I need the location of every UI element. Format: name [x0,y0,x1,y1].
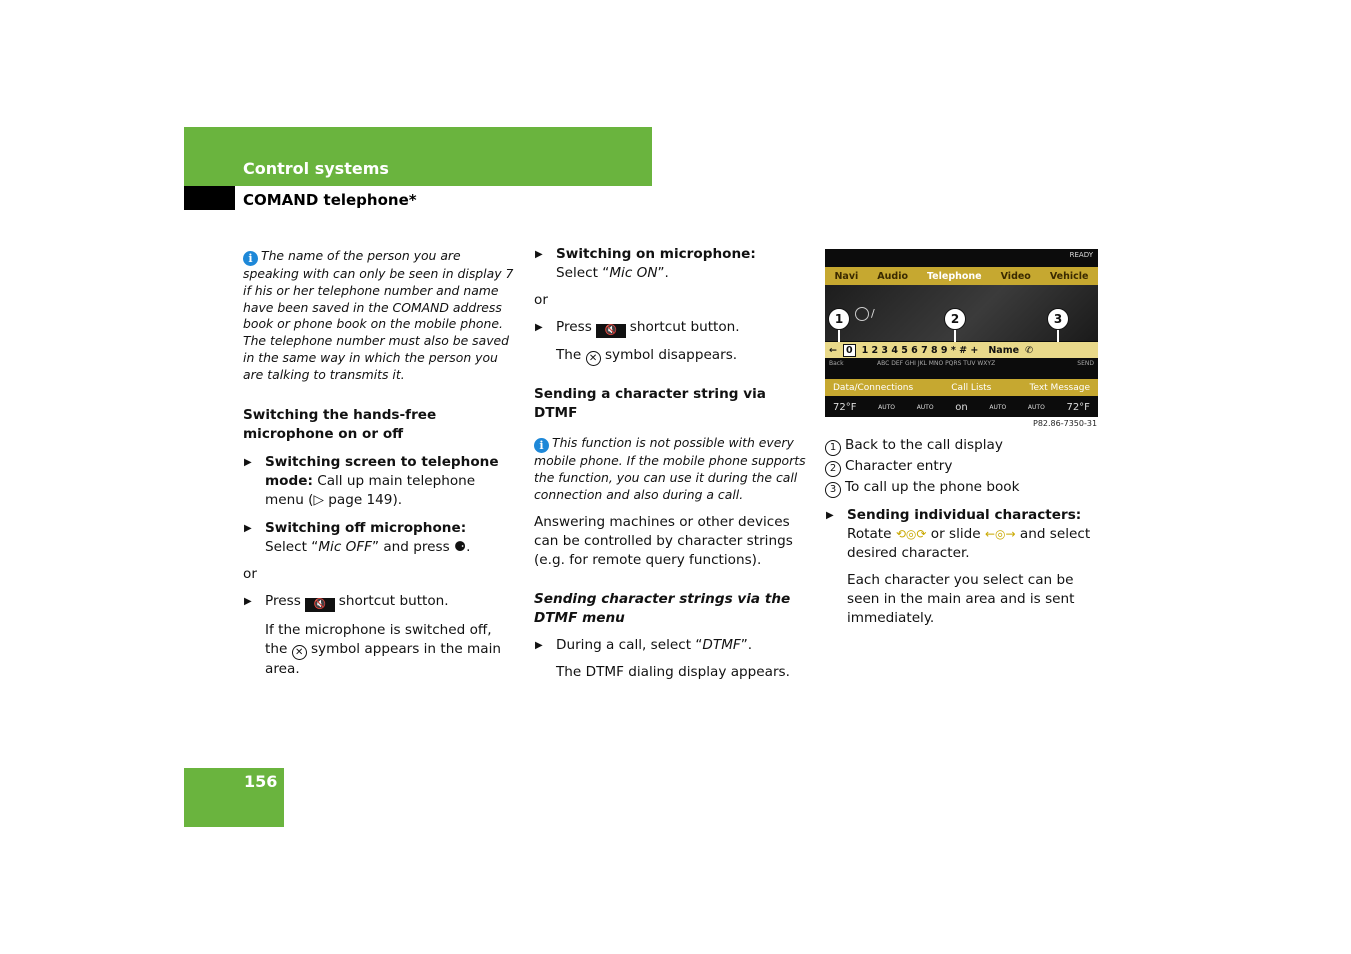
legend-item-1: 1 Back to the call display [825,436,1100,456]
rotate-controller-icon: ⟲◎⟳ [895,527,927,541]
display-main-menu [825,267,1098,285]
signal-status: READY [1069,251,1093,259]
column-3 [825,436,1100,628]
temp-right: 72°F [1066,401,1090,413]
back-arrow-icon: ← [829,344,837,356]
legend-item-2: 2 Character entry [825,457,1100,477]
callout-1: 1 [828,308,850,330]
menu-audio: Audio [877,270,908,282]
bullet-arrow-icon: ▶ [826,510,834,521]
legend-item-3: 3 To call up the phone book [825,478,1100,498]
image-code: P82.86-7350-31 [1033,419,1098,428]
info-note: i The name of the person you are speaking with can only be seen in display 7 if his or her telephone number and name have been saved in the COMAND address book or phone book on the mobile phone. The telephone number must also be saved in the same way in which the person you are talking to transmits it. [243,248,514,382]
character-entry-bar [825,342,1098,358]
result-characters: Each character you select can be seen in the main area and is sent immediately. [847,572,1075,626]
comand-display-image [825,249,1098,417]
submenu-data-connections: Data/Connections [833,382,914,393]
letter-hints: Back ABC DEF GHI JKL MNO PQRS TUV WXYZ SEND [829,360,1094,367]
mic-off-symbol-icon: ✕ [586,351,601,366]
dtmf-subheading: Sending character strings via the DTMF menu [534,591,791,627]
callout-3: 3 [1047,308,1069,330]
section-title: Control systems [243,159,389,178]
result-mic-off: If the microphone is switched off, the ✕ symbol appears in the main area. [265,621,501,677]
subsection-title: COMAND telephone* [243,191,417,209]
step-press-mute: ▶ Press 🔇 shortcut button. [244,592,449,610]
result-mic-on: The ✕ symbol disappears. [556,347,738,364]
step-mic-on: ▶ Switching on microphone: Select “Mic ON”. [535,246,756,281]
info-icon: i [243,251,258,266]
page-number: 156 [244,772,278,791]
char-list: 1 2 3 4 5 6 7 8 9 * # + [861,344,979,356]
mute-button-icon: 🔇 [596,324,626,338]
step-select-dtmf: ▶ During a call, select “DTMF”. [535,637,753,654]
bullet-arrow-icon: ▶ [244,456,252,468]
bullet-arrow-icon: ▶ [535,322,543,333]
info-icon: i [534,438,549,453]
dtmf-paragraph: Answering machines or other devices can be controlled by character strings (e.g. for remote query functions). [534,514,793,569]
section-marker [184,186,235,210]
menu-navi: Navi [834,270,859,282]
column-2 [534,245,809,682]
result-dtmf-display: The DTMF dialing display appears. [556,664,790,681]
handset-icon: ✆ [1025,344,1034,356]
bullet-arrow-icon: ▶ [535,249,543,260]
dtmf-heading: Sending a character string via DTMF [534,386,766,421]
char-selected: 0 [843,344,856,357]
menu-telephone: Telephone [926,270,982,282]
step-mic-off: ▶ Switching off microphone: Select “Mic OFF” and press ⚈. [244,519,471,555]
column-1 [243,248,518,679]
mic-off-symbol-icon: ✕ [292,645,307,660]
climate-bar: 72°F AUTO AUTO on AUTO AUTO 72°F [833,401,1090,413]
call-active-icon [855,307,869,321]
menu-vehicle: Vehicle [1049,270,1089,282]
info-note-dtmf: i This function is not possible with every mobile phone. If the mobile phone supports the function, you can use it during the call connection and also during a call. [534,435,806,502]
callout-2: 2 [944,308,966,330]
climate-on: on [955,401,968,413]
step-switch-screen: ▶ Switching screen to telephone mode: Call up main telephone menu (▷ page 149). [244,453,499,508]
temp-left: 72°F [833,401,857,413]
bullet-arrow-icon: ▶ [535,640,543,652]
submenu-text-message: Text Message [1029,382,1090,393]
step-press-mute-2: ▶ Press 🔇 shortcut button. [535,319,740,336]
or-text: or [534,292,548,308]
submenu-call-lists: Call Lists [951,382,992,393]
or-text: or [243,565,257,582]
bullet-arrow-icon: ▶ [244,522,252,534]
mute-button-icon: 🔇 [305,598,335,612]
menu-video: Video [1000,270,1031,282]
slide-controller-icon: ←◎→ [984,527,1016,541]
step-send-characters: ▶ Sending individual characters: Rotate ⟲◎⟳ or slide ←◎→ and select desired character. [826,507,1091,561]
bullet-arrow-icon: ▶ [244,595,252,607]
section-heading: Switching the hands-free microphone on or off [243,406,437,442]
display-submenu [825,379,1098,396]
cursor-mark: / [871,307,875,320]
name-button: Name [988,344,1020,356]
